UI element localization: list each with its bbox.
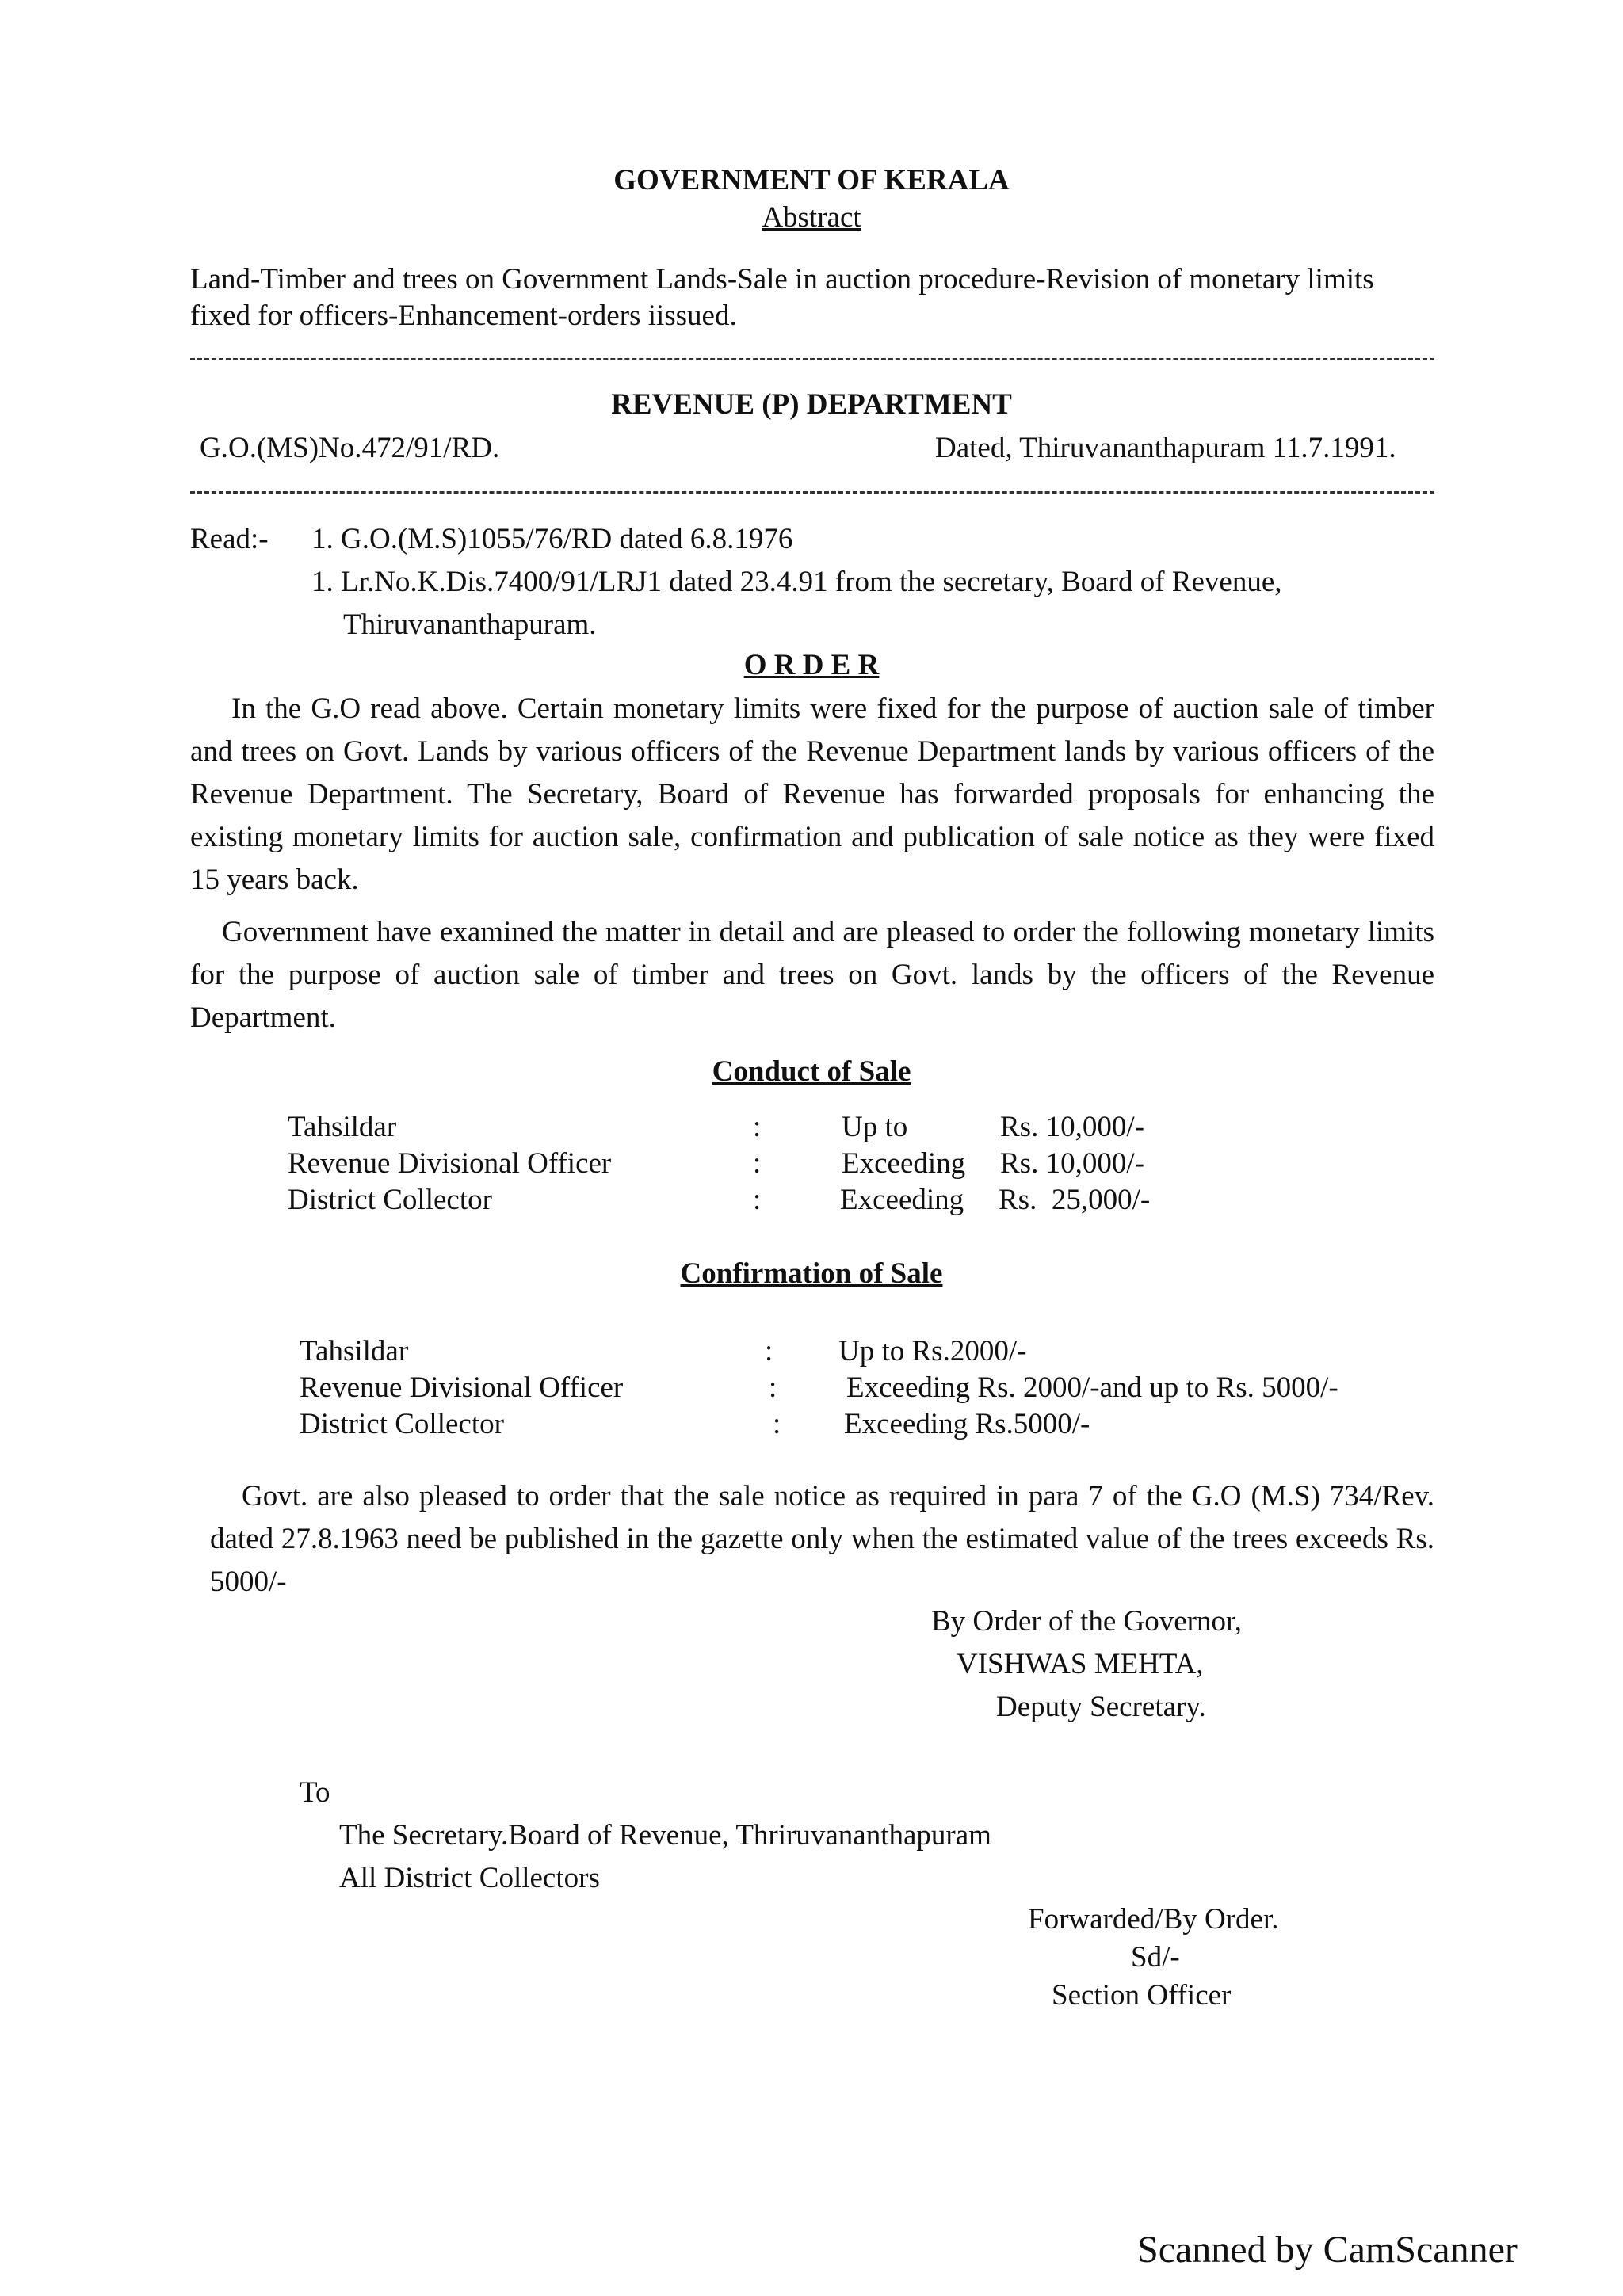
government-title: GOVERNMENT OF KERALA — [613, 164, 1010, 196]
conduct-officer: Revenue Divisional Officer — [288, 1147, 612, 1180]
subject-text: Land-Timber and trees on Government Lands-Sale in auction procedure-Revision of monetary limits fixed for officers-Enhancement-orders iissued. — [190, 263, 1374, 332]
go-number: G.O.(MS)No.472/91/RD. — [200, 432, 500, 464]
order-title — [0, 647, 1623, 684]
order-paragraph-2: Government have examined the matter in detail and are pleased to order the following monetary limits for the purpose of auction sale of timber and trees on Govt. lands by the officers of the Revenue Department. — [190, 916, 1434, 1034]
confirmation-of-sale-title-text: Confirmation of Sale — [680, 1257, 943, 1290]
forwarded-line: Forwarded/By Order. — [1028, 1903, 1279, 1936]
conduct-amount: Rs. 25,000/- — [999, 1184, 1151, 1216]
confirmation-limit: Exceeding Rs. 2000/-and up to Rs. 5000/- — [846, 1371, 1338, 1404]
abstract-label — [0, 200, 1623, 236]
date-line: Dated, Thiruvananthapuram 11.7.1991. — [935, 432, 1396, 464]
read-item: 1. G.O.(M.S)1055/76/RD dated 6.8.1976 — [311, 523, 793, 555]
divider-top — [190, 358, 1434, 360]
order-paragraph-1: In the G.O read above. Certain monetary limits were fixed for the purpose of auction sale of timber and trees on Govt. Lands by various officers of the Revenue Department lands by various officers of the Revenue Department. The Secretary, Board of Revenue has forwarded proposals for enhancing the existing monetary limits for auction sale, confirmation and publication of sale notice as they were fixed 15 years back. — [190, 692, 1434, 896]
forwarded-sd: Sd/- — [1131, 1941, 1180, 1974]
confirmation-officer: Revenue Divisional Officer — [300, 1371, 624, 1404]
to-label: To — [300, 1776, 330, 1809]
conduct-amount: Rs. 10,000/- — [1000, 1147, 1144, 1180]
confirmation-separator: : — [769, 1371, 777, 1404]
conduct-limit: Up to — [842, 1111, 908, 1143]
signature-name: VISHWAS MEHTA, — [957, 1648, 1204, 1680]
abstract-label-text: Abstract — [762, 201, 861, 234]
recipient-item: All District Collectors — [339, 1862, 600, 1894]
conduct-separator: : — [753, 1184, 762, 1216]
order-title-text: O R D E R — [743, 649, 880, 681]
conduct-officer: Tahsildar — [288, 1111, 397, 1143]
conduct-of-sale-title — [0, 1054, 1623, 1090]
confirmation-separator: : — [773, 1408, 781, 1440]
read-label: Read:- — [190, 523, 269, 555]
confirmation-officer: Tahsildar — [300, 1335, 409, 1367]
read-item: 1. Lr.No.K.Dis.7400/91/LRJ1 dated 23.4.91 from the secretary, Board of Revenue, — [311, 566, 1282, 598]
department-title: REVENUE (P) DEPARTMENT — [611, 388, 1012, 421]
signature-designation: Deputy Secretary. — [996, 1691, 1206, 1723]
conduct-separator: : — [753, 1111, 762, 1143]
signature-by-order: By Order of the Governor, — [931, 1605, 1243, 1638]
confirmation-separator: : — [765, 1335, 773, 1367]
order-paragraph-3: Govt. are also pleased to order that the sale notice as required in para 7 of the G.O (M.S) 734/Rev. dated 27.8.1963 need be published in the gazette only when the estimated value of the trees exceeds Rs. 5000/- — [210, 1480, 1434, 1598]
confirmation-officer: District Collector — [300, 1408, 504, 1440]
conduct-of-sale-title-text: Conduct of Sale — [712, 1055, 911, 1088]
conduct-separator: : — [753, 1147, 762, 1180]
conduct-limit: Exceeding — [840, 1184, 964, 1216]
confirmation-limit: Up to Rs.2000/- — [838, 1335, 1027, 1367]
read-item: Thiruvananthapuram. — [343, 608, 597, 641]
divider-bottom — [190, 491, 1434, 494]
camscanner-watermark: Scanned by CamScanner — [1137, 2229, 1518, 2271]
recipient-item: The Secretary.Board of Revenue, Thriruvananthapuram — [339, 1819, 991, 1852]
conduct-amount: Rs. 10,000/- — [1000, 1111, 1144, 1143]
conduct-officer: District Collector — [288, 1184, 492, 1216]
confirmation-of-sale-title — [0, 1256, 1623, 1292]
conduct-limit: Exceeding — [842, 1147, 966, 1180]
forwarded-section-officer: Section Officer — [1052, 1979, 1232, 2012]
confirmation-limit: Exceeding Rs.5000/- — [844, 1408, 1090, 1440]
